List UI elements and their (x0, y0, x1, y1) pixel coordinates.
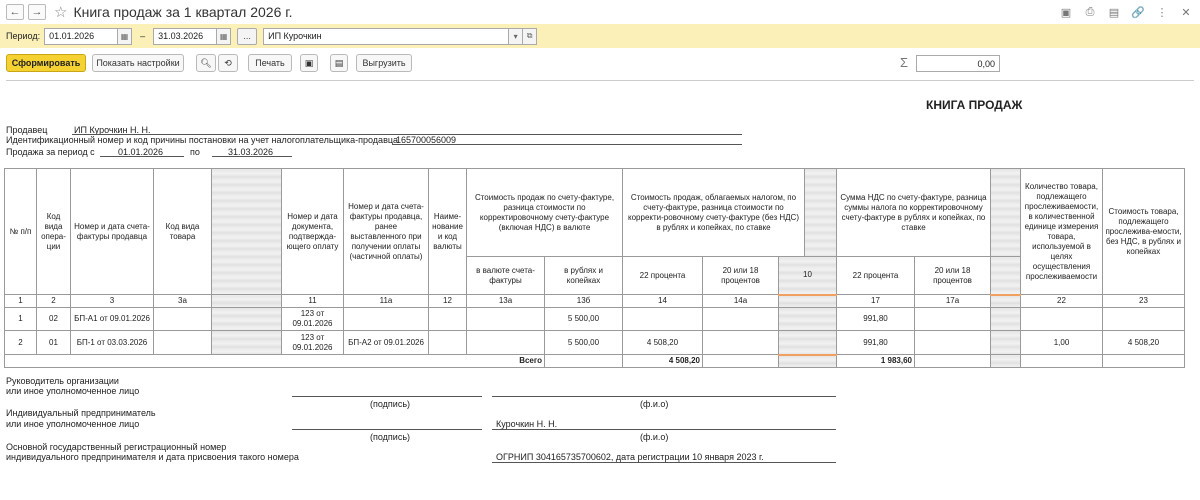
print-icon[interactable]: ⎙ (1085, 5, 1095, 18)
total-vat22: 1 983,60 (837, 355, 915, 368)
row-blurred (212, 331, 282, 355)
col-num: 13б (545, 295, 623, 308)
header-blurred-4 (991, 257, 1021, 295)
header-c13a: в валюте счета-фактуры (467, 257, 545, 295)
row-prev-invoice: БП-А2 от 09.01.2026 (344, 331, 429, 355)
ogrn-value: ОГРНИП 304165735700602, дата регистрации 10 января 2023 г. (496, 452, 764, 462)
col-num: 12 (429, 295, 467, 308)
total-empty (1103, 355, 1185, 368)
search-icon: 🔍︎ (200, 57, 212, 68)
header-c11: Номер и дата документа, подтвержда-ющего оплату (282, 169, 344, 295)
period-bar (0, 24, 1200, 48)
header-blurred-1 (212, 169, 282, 295)
command-bar (0, 52, 1200, 74)
header-c14a: 22 процента (623, 257, 703, 295)
row-vat20 (915, 331, 991, 355)
header-c3: Номер и дата счета-фактуры продавца (71, 169, 154, 295)
col-num-blurred (212, 295, 282, 308)
table-row (5, 331, 1185, 355)
preview-icon[interactable]: ▤ (1108, 6, 1120, 19)
row-pay-doc: 123 от 09.01.2026 (282, 331, 344, 355)
total-blurred (991, 355, 1021, 368)
row-currency (429, 308, 467, 331)
ip-label-1: Индивидуальный предприниматель (6, 408, 156, 418)
col-num: 13а (467, 295, 545, 308)
calendar-to-button[interactable] (217, 28, 231, 45)
print-button[interactable]: Печать (248, 54, 292, 72)
col-num: 14а (703, 295, 779, 308)
row-blurred (779, 308, 837, 331)
row-blurred (991, 331, 1021, 355)
header-blurred-3 (991, 169, 1021, 257)
sale-period-label: Продажа за период с (6, 147, 95, 157)
calendar-icon: ▦ (120, 31, 129, 41)
ogrn-line (492, 462, 836, 463)
row-base22 (623, 308, 703, 331)
header-c1: № п/п (5, 169, 37, 295)
total-empty (1021, 355, 1103, 368)
total-row (5, 355, 1185, 368)
generate-button[interactable]: Сформировать (6, 54, 86, 72)
total-base22: 4 508,20 (623, 355, 703, 368)
row-cost (1103, 308, 1185, 331)
row-total-currency (467, 331, 545, 355)
period-select-button[interactable]: ... (237, 28, 257, 45)
col-num: 22 (1021, 295, 1103, 308)
organization-open-button[interactable] (523, 28, 537, 45)
period-dash: – (140, 31, 146, 41)
row-invoice: БП-1 от 03.03.2026 (71, 331, 154, 355)
ip-name: Курочкин Н. Н. (496, 419, 558, 429)
row-blurred (212, 308, 282, 331)
col-num: 1 (5, 295, 37, 308)
ip-sign-line (292, 429, 482, 430)
report-title: КНИГА ПРОДАЖ (926, 98, 1023, 112)
header-c17b: 20 или 18 процентов (915, 257, 991, 295)
title-bar (0, 0, 1200, 24)
organization-input[interactable]: ИП Курочкин (263, 28, 509, 45)
header-c12: Наиме-нование и код валюты (429, 169, 467, 295)
chevron-down-icon: ▾ (513, 31, 518, 41)
row-qty: 1,00 (1021, 331, 1103, 355)
period-from-input[interactable]: 01.01.2026 (44, 28, 118, 45)
col-num: 11 (282, 295, 344, 308)
sale-period-to-label: по (190, 147, 200, 157)
favorite-star-icon[interactable]: ☆ (54, 4, 68, 21)
total-vat20 (915, 355, 991, 368)
period-from-underline (100, 156, 184, 157)
header-c23: Стоимость товара, подлежащего прослежива-емости, без НДС, в рублях и копейках (1103, 169, 1185, 295)
row-qty (1021, 308, 1103, 331)
col-num: 17 (837, 295, 915, 308)
head-label-1: Руководитель организации (6, 376, 119, 386)
inn-value: 165700056009 (396, 135, 457, 145)
col-num-blurred (779, 295, 837, 308)
col-num: 11а (344, 295, 429, 308)
find-next-button[interactable] (218, 54, 238, 72)
col-num: 3а (154, 295, 212, 308)
ip-fio-caption: (ф.и.о) (640, 432, 669, 442)
forward-button[interactable] (28, 4, 46, 20)
preview-icon: ▣ (304, 57, 314, 68)
report-area (0, 80, 1200, 500)
sales-book-table (4, 168, 1185, 368)
header-c2: Код вида опера-ции (37, 169, 71, 295)
floppy-disk-icon: ▤ (334, 57, 344, 68)
row-vat22: 991,80 (837, 331, 915, 355)
row-goods-code (154, 308, 212, 331)
total-label: Всего (5, 355, 545, 368)
save-disk-icon[interactable]: ▣ (1060, 6, 1072, 19)
row-blurred (779, 331, 837, 355)
row-blurred (991, 308, 1021, 331)
col-num: 3 (71, 295, 154, 308)
row-pay-doc: 123 от 09.01.2026 (282, 308, 344, 331)
total-blurred (779, 355, 837, 368)
row-goods-code (154, 331, 212, 355)
export-button[interactable]: Выгрузить (356, 54, 412, 72)
row-base20 (703, 331, 779, 355)
open-link-icon: ⧉ (526, 31, 533, 40)
search-next-icon: ⟲ (224, 57, 232, 68)
header-blurred-2 (805, 169, 837, 257)
total-base20 (703, 355, 779, 368)
sum-field: 0,00 (916, 55, 1000, 72)
inn-underline (392, 144, 742, 145)
period-to-underline (212, 156, 292, 157)
header-c3a: Код вида товара (154, 169, 212, 295)
show-settings-button[interactable]: Показать настройки (92, 54, 184, 72)
row-op-code: 01 (37, 331, 71, 355)
table-row (5, 308, 1185, 331)
sale-period-from: 01.01.2026 (118, 147, 164, 157)
seller-label: Продавец (6, 125, 48, 135)
seller-value: ИП Курочкин Н. Н. (74, 125, 151, 135)
sale-period-to: 31.03.2026 (228, 147, 274, 157)
arrow-right-icon: → (31, 6, 43, 18)
header-c11a: Номер и дата счета-фактуры продавца, ранее выставленного при получении оплаты (частичной оплаты) (344, 169, 429, 295)
header-c14b: 20 или 18 процентов (703, 257, 779, 295)
row-currency (429, 331, 467, 355)
header-c14c: 10 (779, 257, 837, 295)
close-icon[interactable]: ✕ (1181, 6, 1191, 19)
col-num: 2 (37, 295, 71, 308)
sum-icon: Σ (900, 55, 909, 70)
row-total-currency (467, 308, 545, 331)
head-fio-line (492, 396, 836, 397)
header-c14: Стоимость продаж, облагаемых налогом, по счету-фактуре, разница стоимости по корректи-ровочному счету-фактуре (без НДС) в рублях и копейках, по ставке (623, 169, 805, 257)
row-total-rub: 5 500,00 (545, 308, 623, 331)
save-button[interactable] (330, 54, 348, 72)
row-vat20 (915, 308, 991, 331)
row-op-code: 02 (37, 308, 71, 331)
period-label: Период: (6, 31, 41, 41)
head-fio-caption: (ф.и.о) (640, 399, 669, 409)
col-num: 23 (1103, 295, 1185, 308)
ogrn-label-2: индивидуального предпринимателя и дата присвоения такого номера (6, 452, 299, 462)
ip-sign-caption: (подпись) (370, 432, 411, 442)
header-c22: Количество товара, подлежащего прослеживаемости, в количественной единице измерения товара, используемой в целях осуществления прослеживаемости (1021, 169, 1103, 295)
col-num: 14 (623, 295, 703, 308)
header-c13b: в рублях и копейках (545, 257, 623, 295)
head-sign-caption: (подпись) (370, 399, 411, 409)
arrow-left-icon: ← (9, 6, 21, 18)
row-base22: 4 508,20 (623, 331, 703, 355)
window-title: Книга продаж за 1 квартал 2026 г. (73, 4, 293, 20)
header-c13: Стоимость продаж по счету-фактуре, разница стоимости по корректировочному счету-фактуре (включая НДС) в валюте (467, 169, 623, 257)
ip-label-2: или иное уполномоченное лицо (6, 419, 140, 429)
row-num: 2 (5, 331, 37, 355)
preview-button[interactable] (300, 54, 318, 72)
find-button[interactable] (196, 54, 216, 72)
row-prev-invoice (344, 308, 429, 331)
col-num-blurred (991, 295, 1021, 308)
header-c17: Сумма НДС по счету-фактуре, разница суммы налога по корректировочному счету-фактуре в рублях и копейках, по ставке (837, 169, 991, 257)
row-vat22: 991,80 (837, 308, 915, 331)
calendar-from-button[interactable] (118, 28, 132, 45)
row-base20 (703, 308, 779, 331)
more-icon[interactable]: ⋮ (1156, 6, 1168, 19)
total-empty (545, 355, 623, 368)
row-num: 1 (5, 308, 37, 331)
head-label-2: или иное уполномоченное лицо (6, 386, 140, 396)
inn-label: Идентификационный номер и код причины постановки на учет налогоплательщика-продавца (6, 135, 399, 145)
organization-dropdown-button[interactable] (509, 28, 523, 45)
back-button[interactable] (6, 4, 24, 20)
calendar-icon: ▦ (219, 31, 228, 41)
header-c17a: 22 процента (837, 257, 915, 295)
row-total-rub: 5 500,00 (545, 331, 623, 355)
row-cost: 4 508,20 (1103, 331, 1185, 355)
period-to-input[interactable]: 31.03.2026 (153, 28, 217, 45)
col-num: 17а (915, 295, 991, 308)
link-icon[interactable]: 🔗 (1131, 6, 1145, 19)
ip-fio-line (492, 429, 836, 430)
ogrn-label-1: Основной государственный регистрационный номер (6, 442, 227, 452)
row-invoice: БП-А1 от 09.01.2026 (71, 308, 154, 331)
head-sign-line (292, 396, 482, 397)
